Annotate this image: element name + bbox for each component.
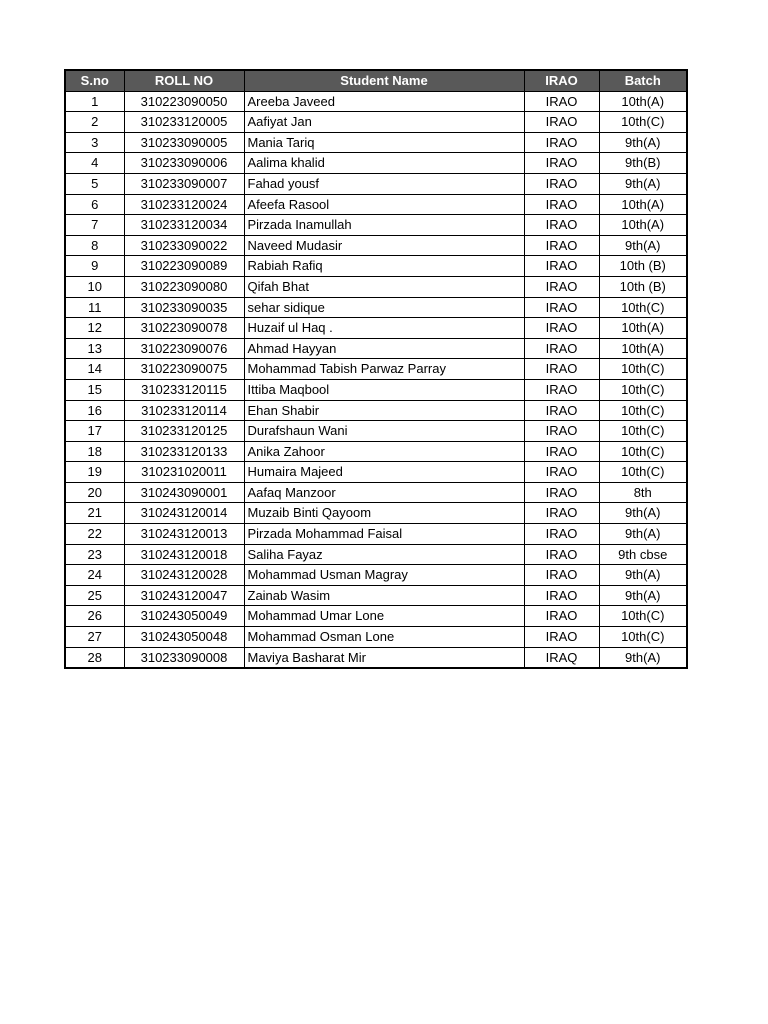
cell-sno: 14 — [65, 359, 124, 380]
cell-student-name: Aalima khalid — [244, 153, 524, 174]
cell-irao: IRAO — [524, 606, 599, 627]
cell-sno: 10 — [65, 276, 124, 297]
cell-sno: 17 — [65, 421, 124, 442]
cell-roll-no: 310243120013 — [124, 524, 244, 545]
cell-roll-no: 310233120024 — [124, 194, 244, 215]
cell-sno: 21 — [65, 503, 124, 524]
cell-irao: IRAO — [524, 256, 599, 277]
cell-irao: IRAO — [524, 503, 599, 524]
cell-student-name: Ittiba Maqbool — [244, 379, 524, 400]
cell-sno: 11 — [65, 297, 124, 318]
cell-batch: 10th(C) — [599, 297, 687, 318]
cell-batch: 10th(A) — [599, 91, 687, 112]
column-header-batch: Batch — [599, 70, 687, 91]
cell-batch: 10th (B) — [599, 256, 687, 277]
cell-sno: 22 — [65, 524, 124, 545]
cell-irao: IRAO — [524, 524, 599, 545]
cell-roll-no: 310233090006 — [124, 153, 244, 174]
cell-student-name: Zainab Wasim — [244, 585, 524, 606]
cell-student-name: Mohammad Tabish Parwaz Parray — [244, 359, 524, 380]
table-row — [65, 482, 687, 503]
cell-sno: 27 — [65, 627, 124, 648]
column-header-irao: IRAO — [524, 70, 599, 91]
cell-sno: 25 — [65, 585, 124, 606]
table-row — [65, 112, 687, 133]
cell-batch: 9th(B) — [599, 153, 687, 174]
cell-batch: 9th cbse — [599, 544, 687, 565]
table-row — [65, 173, 687, 194]
cell-roll-no: 310233120133 — [124, 441, 244, 462]
table-row — [65, 215, 687, 236]
table-row — [65, 647, 687, 668]
cell-roll-no: 310233090035 — [124, 297, 244, 318]
table-row — [65, 235, 687, 256]
cell-sno: 9 — [65, 256, 124, 277]
cell-student-name: Muzaib Binti Qayoom — [244, 503, 524, 524]
table-row — [65, 524, 687, 545]
cell-roll-no: 310233090022 — [124, 235, 244, 256]
cell-student-name: Fahad yousf — [244, 173, 524, 194]
cell-roll-no: 310233120114 — [124, 400, 244, 421]
cell-sno: 18 — [65, 441, 124, 462]
cell-roll-no: 310233120034 — [124, 215, 244, 236]
cell-sno: 19 — [65, 462, 124, 483]
cell-student-name: Aafaq Manzoor — [244, 482, 524, 503]
cell-irao: IRAO — [524, 276, 599, 297]
cell-batch: 10th(A) — [599, 338, 687, 359]
cell-student-name: Afeefa Rasool — [244, 194, 524, 215]
cell-irao: IRAO — [524, 462, 599, 483]
cell-student-name: Areeba Javeed — [244, 91, 524, 112]
cell-roll-no: 310243120047 — [124, 585, 244, 606]
cell-sno: 5 — [65, 173, 124, 194]
cell-sno: 16 — [65, 400, 124, 421]
cell-student-name: Humaira Majeed — [244, 462, 524, 483]
column-header-roll-no: ROLL NO — [124, 70, 244, 91]
cell-roll-no: 310233120005 — [124, 112, 244, 133]
cell-irao: IRAO — [524, 297, 599, 318]
cell-irao: IRAO — [524, 482, 599, 503]
table-row — [65, 421, 687, 442]
cell-roll-no: 310223090078 — [124, 318, 244, 339]
cell-roll-no: 310233090005 — [124, 132, 244, 153]
cell-irao: IRAO — [524, 400, 599, 421]
cell-student-name: Mohammad Usman Magray — [244, 565, 524, 586]
table-row — [65, 585, 687, 606]
cell-roll-no: 310223090089 — [124, 256, 244, 277]
table-row — [65, 565, 687, 586]
cell-sno: 7 — [65, 215, 124, 236]
cell-irao: IRAO — [524, 585, 599, 606]
cell-sno: 13 — [65, 338, 124, 359]
cell-irao: IRAO — [524, 379, 599, 400]
cell-roll-no: 310243120014 — [124, 503, 244, 524]
cell-student-name: Pirzada Inamullah — [244, 215, 524, 236]
cell-roll-no: 310243050049 — [124, 606, 244, 627]
cell-sno: 15 — [65, 379, 124, 400]
cell-roll-no: 310223090050 — [124, 91, 244, 112]
table-body — [65, 91, 687, 668]
cell-batch: 9th(A) — [599, 647, 687, 668]
spreadsheet-sheet — [64, 69, 688, 669]
cell-batch: 10th(A) — [599, 318, 687, 339]
cell-batch: 10th(C) — [599, 400, 687, 421]
cell-roll-no: 310223090075 — [124, 359, 244, 380]
table-row — [65, 462, 687, 483]
cell-irao: IRAO — [524, 338, 599, 359]
cell-batch: 9th(A) — [599, 503, 687, 524]
cell-roll-no: 310243120028 — [124, 565, 244, 586]
table-row — [65, 194, 687, 215]
cell-student-name: Naveed Mudasir — [244, 235, 524, 256]
cell-batch: 9th(A) — [599, 132, 687, 153]
cell-irao: IRAO — [524, 565, 599, 586]
cell-irao: IRAO — [524, 359, 599, 380]
cell-batch: 9th(A) — [599, 565, 687, 586]
cell-batch: 9th(A) — [599, 524, 687, 545]
cell-roll-no: 310243120018 — [124, 544, 244, 565]
cell-batch: 10th(A) — [599, 215, 687, 236]
table-row — [65, 503, 687, 524]
cell-student-name: Maviya Basharat Mir — [244, 647, 524, 668]
cell-student-name: Ahmad Hayyan — [244, 338, 524, 359]
cell-irao: IRAO — [524, 132, 599, 153]
cell-sno: 1 — [65, 91, 124, 112]
cell-batch: 9th(A) — [599, 585, 687, 606]
cell-irao: IRAO — [524, 153, 599, 174]
cell-student-name: Mohammad Osman Lone — [244, 627, 524, 648]
cell-sno: 26 — [65, 606, 124, 627]
table-row — [65, 379, 687, 400]
cell-student-name: Anika Zahoor — [244, 441, 524, 462]
cell-student-name: sehar sidique — [244, 297, 524, 318]
table-row — [65, 627, 687, 648]
table-row — [65, 297, 687, 318]
table-row — [65, 338, 687, 359]
table-row — [65, 441, 687, 462]
cell-sno: 28 — [65, 647, 124, 668]
cell-irao: IRAO — [524, 173, 599, 194]
table-row — [65, 318, 687, 339]
cell-sno: 8 — [65, 235, 124, 256]
cell-batch: 10th(C) — [599, 606, 687, 627]
cell-roll-no: 310233090007 — [124, 173, 244, 194]
cell-sno: 24 — [65, 565, 124, 586]
cell-student-name: Mania Tariq — [244, 132, 524, 153]
cell-roll-no: 310231020011 — [124, 462, 244, 483]
column-header-sno: S.no — [65, 70, 124, 91]
cell-batch: 10th(C) — [599, 112, 687, 133]
column-header-student-name: Student Name — [244, 70, 524, 91]
cell-batch: 10th(C) — [599, 441, 687, 462]
table-row — [65, 153, 687, 174]
cell-irao: IRAO — [524, 235, 599, 256]
table-row — [65, 132, 687, 153]
cell-batch: 10th (B) — [599, 276, 687, 297]
cell-batch: 8th — [599, 482, 687, 503]
table-row — [65, 359, 687, 380]
cell-irao: IRAO — [524, 544, 599, 565]
cell-irao: IRAO — [524, 112, 599, 133]
table-row — [65, 606, 687, 627]
cell-student-name: Saliha Fayaz — [244, 544, 524, 565]
cell-roll-no: 310223090080 — [124, 276, 244, 297]
cell-sno: 3 — [65, 132, 124, 153]
cell-student-name: Rabiah Rafiq — [244, 256, 524, 277]
table-row — [65, 400, 687, 421]
table-row — [65, 276, 687, 297]
cell-irao: IRAO — [524, 194, 599, 215]
cell-student-name: Aafiyat Jan — [244, 112, 524, 133]
cell-batch: 10th(A) — [599, 194, 687, 215]
cell-irao: IRAO — [524, 441, 599, 462]
cell-sno: 2 — [65, 112, 124, 133]
cell-irao: IRAO — [524, 627, 599, 648]
cell-student-name: Huzaif ul Haq . — [244, 318, 524, 339]
cell-student-name: Qifah Bhat — [244, 276, 524, 297]
cell-irao: IRAO — [524, 421, 599, 442]
cell-batch: 10th(C) — [599, 627, 687, 648]
cell-irao: IRAO — [524, 215, 599, 236]
student-roster-table — [64, 69, 688, 669]
cell-sno: 23 — [65, 544, 124, 565]
table-row — [65, 256, 687, 277]
cell-irao: IRAO — [524, 318, 599, 339]
cell-batch: 10th(C) — [599, 379, 687, 400]
cell-sno: 4 — [65, 153, 124, 174]
cell-batch: 10th(C) — [599, 359, 687, 380]
cell-roll-no: 310243090001 — [124, 482, 244, 503]
cell-student-name: Pirzada Mohammad Faisal — [244, 524, 524, 545]
table-row — [65, 91, 687, 112]
cell-roll-no: 310243050048 — [124, 627, 244, 648]
cell-student-name: Durafshaun Wani — [244, 421, 524, 442]
cell-roll-no: 310233120125 — [124, 421, 244, 442]
cell-student-name: Mohammad Umar Lone — [244, 606, 524, 627]
cell-roll-no: 310223090076 — [124, 338, 244, 359]
cell-batch: 10th(C) — [599, 462, 687, 483]
cell-sno: 20 — [65, 482, 124, 503]
cell-roll-no: 310233120115 — [124, 379, 244, 400]
cell-irao: IRAQ — [524, 647, 599, 668]
cell-batch: 10th(C) — [599, 421, 687, 442]
cell-batch: 9th(A) — [599, 173, 687, 194]
cell-irao: IRAO — [524, 91, 599, 112]
cell-student-name: Ehan Shabir — [244, 400, 524, 421]
cell-batch: 9th(A) — [599, 235, 687, 256]
cell-sno: 6 — [65, 194, 124, 215]
table-header-row — [65, 70, 687, 91]
cell-roll-no: 310233090008 — [124, 647, 244, 668]
table-row — [65, 544, 687, 565]
cell-sno: 12 — [65, 318, 124, 339]
